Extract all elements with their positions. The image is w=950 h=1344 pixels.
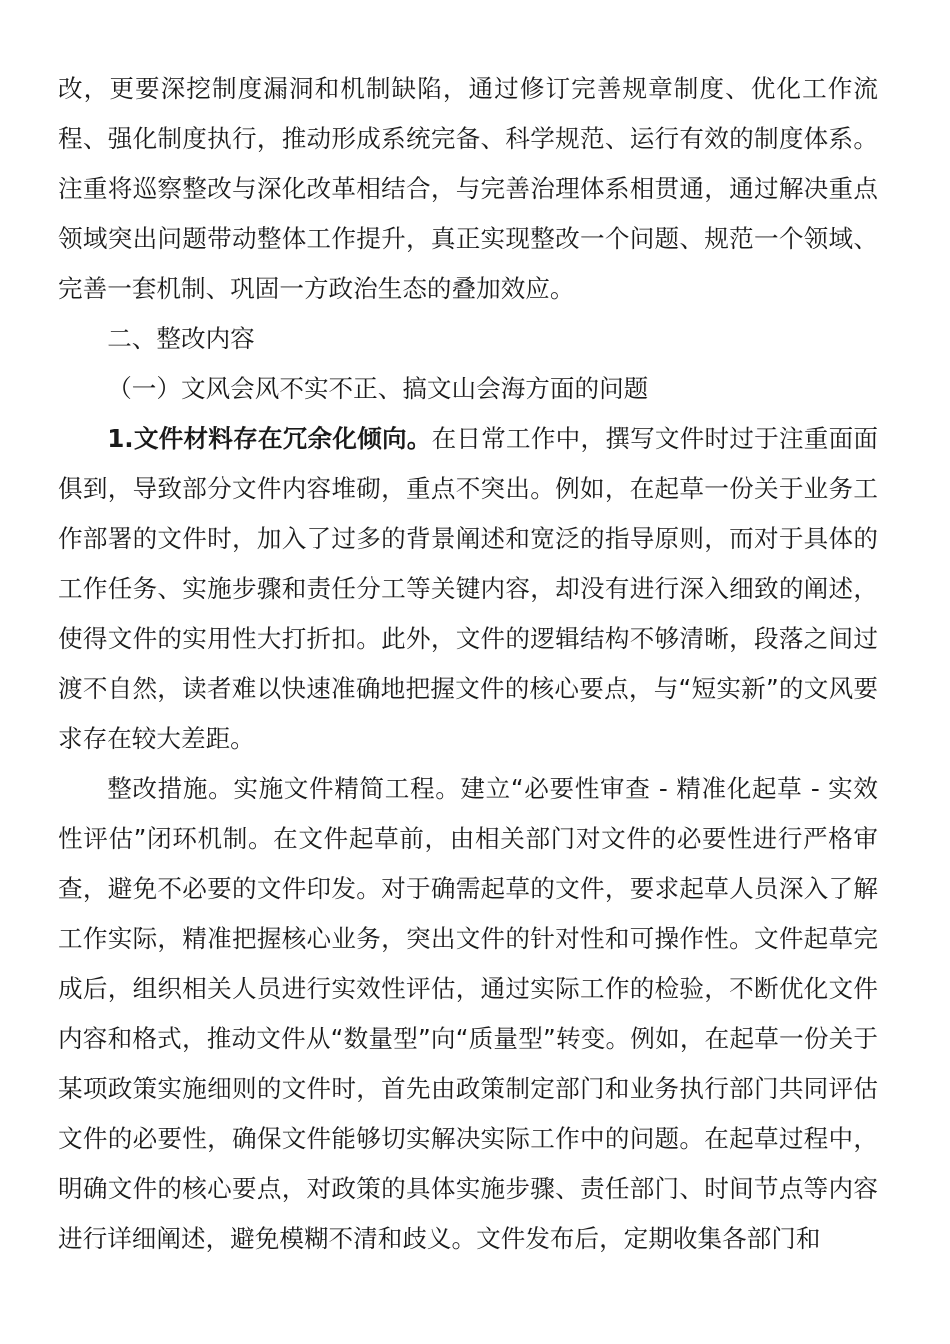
paragraph-continued: 改，更要深挖制度漏洞和机制缺陷，通过修订完善规章制度、优化工作流程、强化制度执行，推动形成系统完备、科学规范、运行有效的制度体系。注重将巡察整改与深化改革相结合，与完善治理体系相贯通，通过解决重点领域突出问题带动整体工作提升，真正实现整改一个问题、规范一个领域、完善一套机制、巩固一方政治生态的叠加效应。	[58, 74, 878, 303]
section-heading: 二、整改内容	[107, 324, 255, 353]
subsection-heading: （一）文风会风不实不正、搞文山会海方面的问题	[107, 374, 649, 403]
item-paragraph	[58, 414, 878, 764]
document-body	[58, 64, 878, 1264]
measures-paragraph: 整改措施。实施文件精简工程。建立“必要性审查 - 精准化起草 - 实效性评估”闭环机制。在文件起草前，由相关部门对文件的必要性进行严格审查，避免不必要的文件印发。对于确需起草的文件，要求起草人员深入了解工作实际，精准把握核心业务，突出文件的针对性和可操作性。文件起草完成后，组织相关人员进行实效性评估，通过实际工作的检验，不断优化文件内容和格式，推动文件从“数量型”向“质量型”转变。例如，在起草一份关于某项政策实施细则的文件时，首先由政策制定部门和业务执行部门共同评估文件的必要性，确保文件能够切实解决实际工作中的问题。在起草过程中，明确文件的核心要点，对政策的具体实施步骤、责任部门、时间节点等内容进行详细阐述，避免模糊不清和歧义。文件发布后，定期收集各部门和	[58, 774, 878, 1253]
item-body: 在日常工作中，撰写文件时过于注重面面俱到，导致部分文件内容堆砌，重点不突出。例如，在起草一份关于业务工作部署的文件时，加入了过多的背景阐述和宽泛的指导原则，而对于具体的工作任务、实施步骤和责任分工等关键内容，却没有进行深入细致的阐述，使得文件的实用性大打折扣。此外，文件的逻辑结构不够清晰，段落之间过渡不自然，读者难以快速准确地把握文件的核心要点，与“短实新”的文风要求存在较大差距。	[58, 424, 878, 753]
item-title: 1.文件材料存在冗余化倾向。	[107, 424, 432, 453]
